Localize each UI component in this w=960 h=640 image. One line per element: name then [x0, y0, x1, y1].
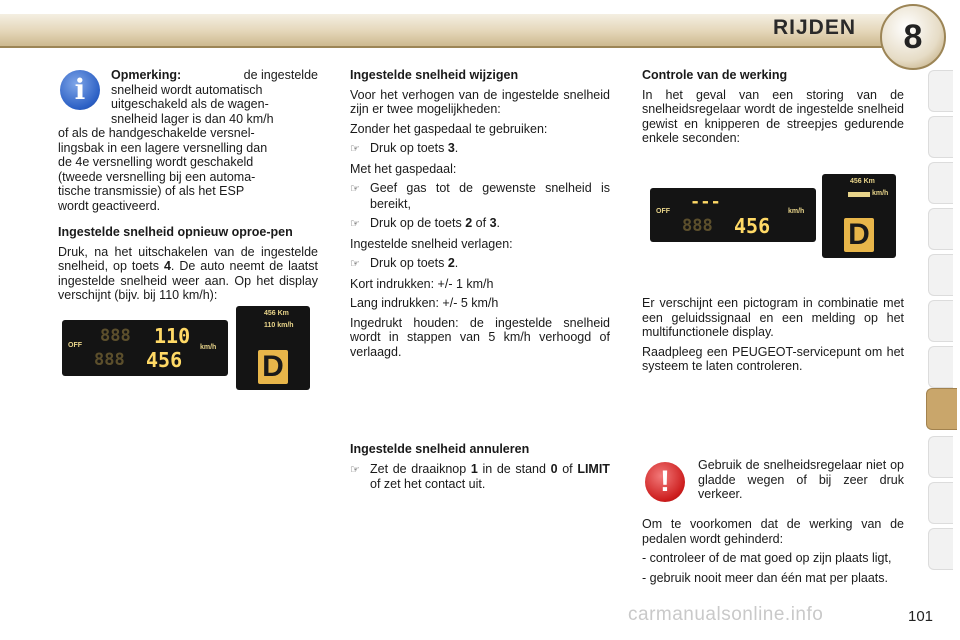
pointer-icon: ☞ [350, 258, 360, 270]
cruise-display-right [650, 188, 816, 242]
right-column-top [642, 68, 904, 151]
cruise-display-left [62, 320, 228, 376]
bullet-4: ☞ Druk op toets 2. [350, 256, 459, 270]
set-speed-digits: 110 [154, 324, 191, 348]
decrease: Ingestelde snelheid verlagen: [350, 236, 513, 251]
left-column [58, 68, 318, 308]
pointer-icon: ☞ [350, 463, 360, 476]
mat-item-2: - gebruik nooit meer dan één mat per plaats. [642, 570, 888, 585]
chapter-title: RIJDEN [772, 16, 856, 39]
right-column-mid [642, 296, 904, 379]
chapter-tab-7[interactable] [928, 346, 953, 388]
pointer-icon: ☞ [350, 143, 360, 155]
dim-digits-bottom: 888 [682, 216, 713, 236]
bullet-1: ☞ Druk op toets 3. [350, 141, 459, 155]
chapter-tab-2[interactable] [928, 116, 953, 158]
chapter-tab-8-active[interactable] [926, 388, 957, 430]
note-line-3: uitgeschakeld als de wagen- [111, 97, 269, 111]
odometer-digits: 456 [146, 348, 183, 372]
cancel-title: Ingestelde snelheid annuleren [350, 442, 530, 456]
chapter-tab-11[interactable] [928, 528, 953, 570]
note-line-6: lingsbak in een lagere versnelling dan [58, 140, 268, 155]
trip-label: 456 Km [264, 310, 289, 317]
note-label: Opmerking: [111, 68, 182, 82]
gear-indicator: D [258, 350, 288, 384]
off-label: OFF [656, 208, 670, 215]
bullet-2: ☞ Geef gas tot de gewenste snelheid is bereikt, [350, 181, 610, 211]
trip-label: 456 Km [850, 178, 875, 185]
short-press: Kort indrukken: +/- 1 km/h [350, 276, 494, 291]
chapter-number: 8 [880, 4, 946, 70]
change-title: Ingestelde snelheid wijzigen [350, 68, 519, 82]
info-icon: i [60, 70, 100, 110]
speed-label: 110 km/h [264, 322, 294, 329]
off-label: OFF [68, 342, 82, 349]
service-text: Raadpleeg een PEUGEOT-servicepunt om het systeem te laten controleren. [642, 344, 904, 373]
note-line-4: snelheid lager is dan 40 km/h [111, 111, 274, 126]
warning-text: Gebruik de snelheidsregelaar niet op gladde wegen of bij zeer druk verkeer. [698, 458, 904, 501]
chapter-tab-10[interactable] [928, 482, 953, 524]
cancel-section [350, 442, 610, 497]
long-press: Lang indrukken: +/- 5 km/h [350, 296, 499, 310]
chapter-tab-9[interactable] [928, 436, 953, 478]
right-column-bottom [642, 517, 904, 590]
note-line-1 [111, 68, 318, 83]
dim-digits: 888 [100, 326, 131, 346]
watermark: carmanualsonline.info [628, 604, 824, 625]
chapter-tabs [928, 70, 960, 575]
note-line-8: (tweede versnelling bij een automa- [58, 169, 256, 184]
bullet-3: ☞ Druk op de toets 2 of 3. [350, 216, 500, 230]
blink-bar [848, 192, 870, 197]
note-line-2: snelheid wordt automatisch [111, 82, 263, 97]
warning-icon: ! [645, 462, 685, 502]
chapter-tab-5[interactable] [928, 254, 953, 296]
page-number: 101 [908, 608, 934, 625]
note-line-7: de 4e versnelling wordt geschakeld [58, 155, 254, 169]
pictogram-text: Er verschijnt een pictogram in combinatie met een geluidssignaal en een melding op het multifunctionele display. [642, 296, 904, 339]
chapter-tab-6[interactable] [928, 300, 953, 342]
unit-label: km/h [200, 344, 217, 351]
speed-label: km/h [872, 190, 889, 197]
chapter-tab-4[interactable] [928, 208, 953, 250]
middle-column [350, 68, 610, 364]
note-line-10: wordt geactiveerd. [58, 198, 161, 213]
mat-item-1: - controleer of de mat goed op zijn plaats ligt, [642, 551, 892, 565]
blinking-dashes: --- [690, 192, 721, 212]
pointer-icon: ☞ [350, 218, 360, 230]
without-pedal: Zonder het gaspedaal te gebruiken: [350, 121, 548, 136]
resume-text: Druk, na het uitschakelen van de ingestelde snelheid, op toets 4. De auto neemt de laatst ingestelde snelheid weer aan. Op het display verschijnt (bijv. bij 110 km/h): [58, 244, 318, 302]
change-intro: Voor het verhogen van de ingestelde snelheid zijn er twee mogelijkheden: [350, 87, 610, 116]
note-head [58, 68, 318, 126]
note-line-9: tische transmissie) of als het ESP [58, 184, 245, 198]
unit-label: km/h [788, 208, 805, 215]
with-pedal: Met het gaspedaal: [350, 161, 457, 176]
chapter-tab-3[interactable] [928, 162, 953, 204]
note-line-5: of als de handgeschakelde versnel- [58, 126, 255, 140]
mfd-display-left [236, 306, 310, 390]
mat-intro: Om te voorkomen dat de werking van de pedalen wordt gehinderd: [642, 517, 904, 546]
check-text: In het geval van een storing van de snelheidsregelaar wordt de ingestelde snelheid gewist en knipperen de streepjes gedurende enkele seconden: [642, 87, 904, 145]
chapter-tab-1[interactable] [928, 70, 953, 112]
mfd-display-right [822, 174, 896, 258]
resume-title: Ingestelde snelheid opnieuw oproe-pen [58, 225, 293, 239]
pointer-icon: ☞ [350, 183, 360, 195]
odometer-digits: 456 [734, 214, 771, 238]
hold-press: Ingedrukt houden: de ingestelde snelheid wordt in stappen van 5 km/h verhoogd of verlaagd. [350, 315, 610, 359]
note-line-text: de ingestelde [243, 68, 318, 82]
chapter-header [0, 0, 960, 62]
check-title: Controle van de werking [642, 68, 788, 82]
gear-indicator: D [844, 218, 874, 252]
bullet-5: ☞ Zet de draaiknop 1 in de stand 0 of LIMIT of zet het contact uit. [350, 461, 610, 491]
dim-digits-bottom: 888 [94, 350, 125, 370]
